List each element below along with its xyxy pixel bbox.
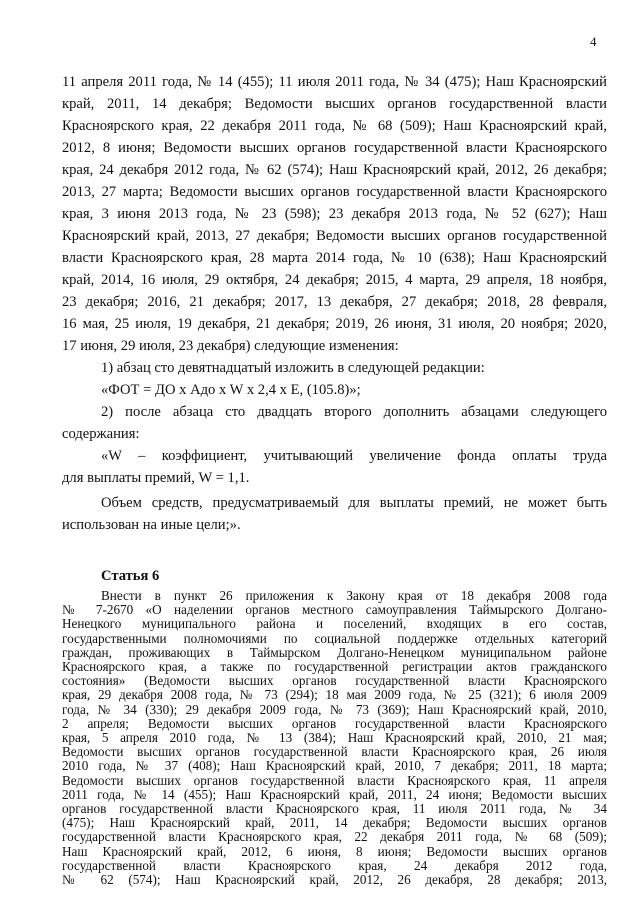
text-line: Красноярского края, 22 декабря 2011 года, № 68 (509); Наш Красноярский край, (62, 118, 607, 134)
text-line: граждан, проживающих в Таймырском Долгано-Ненецком муниципальном районе (62, 645, 607, 660)
text-line: края, 24 декабря 2012 года, № 62 (574); Наш Красноярский край, 2012, 26 декабря; (62, 162, 607, 178)
page-number: 4 (590, 34, 597, 49)
text-line: край, 2014, 16 июля, 29 октября, 24 декабря; 2015, 4 марта, 29 апреля, 18 ноября, (62, 272, 607, 288)
quote-w-line: «W – коэффициент, учитывающий увеличение фонда оплаты труда (101, 448, 607, 464)
text-line: государственной власти Красноярского края, 24 декабря 2012 года, (62, 858, 607, 873)
text-line: Красноярский край, 2013, 27 декабря; Ведомости высших органов государственной (62, 228, 607, 244)
text-line: края, 3 июня 2013 года, № 23 (598); 23 декабря 2013 года, № 52 (627); Наш (62, 206, 607, 222)
text-line: Внести в пункт 26 приложения к Закону края от 18 декабря 2008 года (101, 588, 607, 603)
text-line: № 62 (574); Наш Красноярский край, 2012, 26 декабря, 28 декабря; 2013, (62, 872, 607, 887)
text-line: 2011 года, № 14 (455); Наш Красноярский край, 2011, 24 июня; Ведомости высших (62, 787, 607, 802)
text-line: (475); Наш Красноярский край, 2011, 14 декабря; Ведомости высших органов (62, 815, 607, 830)
text-line: состояния» (Ведомости высших органов государственной власти Красноярского (62, 673, 607, 688)
item-2-line: 2) после абзаца сто двадцать второго дополнить абзацами следующего (101, 404, 607, 420)
text-line: края, 29 декабря 2008 года, № 73 (294); 18 мая 2009 года, № 25 (321); 6 июля 2009 (62, 687, 607, 702)
text-line: 11 апреля 2011 года, № 14 (455); 11 июля 2011 года, № 34 (475); Наш Красноярский (62, 74, 607, 90)
text-line: край, 2011, 14 декабря; Ведомости высших органов государственной власти (62, 96, 607, 112)
text-line: власти Красноярского края, 28 марта 2014 года, № 10 (638); Наш Красноярский (62, 250, 607, 266)
text-line: Красноярского края, а также по государственной регистрации актов гражданского (62, 659, 607, 674)
quote-budget-line: использован на иные цели;». (62, 517, 241, 533)
quote-budget-line: Объем средств, предусматриваемый для выплаты премий, не может быть (101, 495, 607, 511)
text-line: 23 декабря; 2016, 21 декабря; 2017, 13 декабря, 27 декабря; 2018, 28 февраля, (62, 294, 607, 310)
text-line: края, 5 апреля 2010 года, № 13 (384); Наш Красноярский край, 2010, 21 мая; (62, 730, 607, 745)
text-line: государственными полномочиями по социальной поддержке отдельных категорий (62, 631, 607, 646)
text-line: № 7-2670 «О наделении органов местного самоуправления Таймырского Долгано- (62, 602, 607, 617)
text-line: Наш Красноярский край, 2012, 6 июня, 8 июня; Ведомости высших органов (62, 844, 607, 859)
text-line: 2013, 27 марта; Ведомости высших органов государственной власти Красноярского (62, 184, 607, 200)
text-line: года, № 34 (330); 29 декабря 2009 года, № 73 (369); Наш Красноярский край, 2010, (62, 702, 607, 717)
text-line: Ведомости высших органов государственной власти Красноярского края, 26 июля (62, 744, 607, 759)
quote-w-line: для выплаты премий, W = 1,1. (62, 470, 250, 486)
text-line: Ненецкого муниципального района и поселений, входящих в его состав, (62, 616, 607, 631)
item-2-line: содержания: (62, 426, 140, 442)
text-line: 2 апреля; Ведомости высших органов государственной власти Красноярского (62, 716, 607, 731)
text-line: 2010 года, № 37 (408); Наш Красноярский край, 2010, 7 декабря; 2011, 18 марта; (62, 758, 607, 773)
text-line: 17 июня, 29 июля, 23 декабря) следующие изменения: (62, 338, 399, 354)
article-6-heading: Статья 6 (101, 568, 160, 584)
text-line: органов государственной власти Красноярского края, 11 июля 2011 года, № 34 (62, 801, 607, 816)
text-line: государственной власти Красноярского края, 22 декабря 2011 года, № 68 (509); (62, 829, 607, 844)
text-line: Ведомости высших органов государственной власти Красноярского края, 11 апреля (62, 773, 607, 788)
item-1: 1) абзац сто девятнадцатый изложить в следующей редакции: (101, 360, 485, 376)
text-line: 16 мая, 25 июля, 19 декабря, 21 декабря; 2019, 26 июня, 31 июля, 20 ноября; 2020, (62, 316, 607, 332)
text-line: 2012, 8 июня; Ведомости высших органов государственной власти Красноярского (62, 140, 607, 156)
formula: «ФОТ = ДО x Адо x W x 2,4 x Е, (105.8)»; (101, 382, 361, 398)
